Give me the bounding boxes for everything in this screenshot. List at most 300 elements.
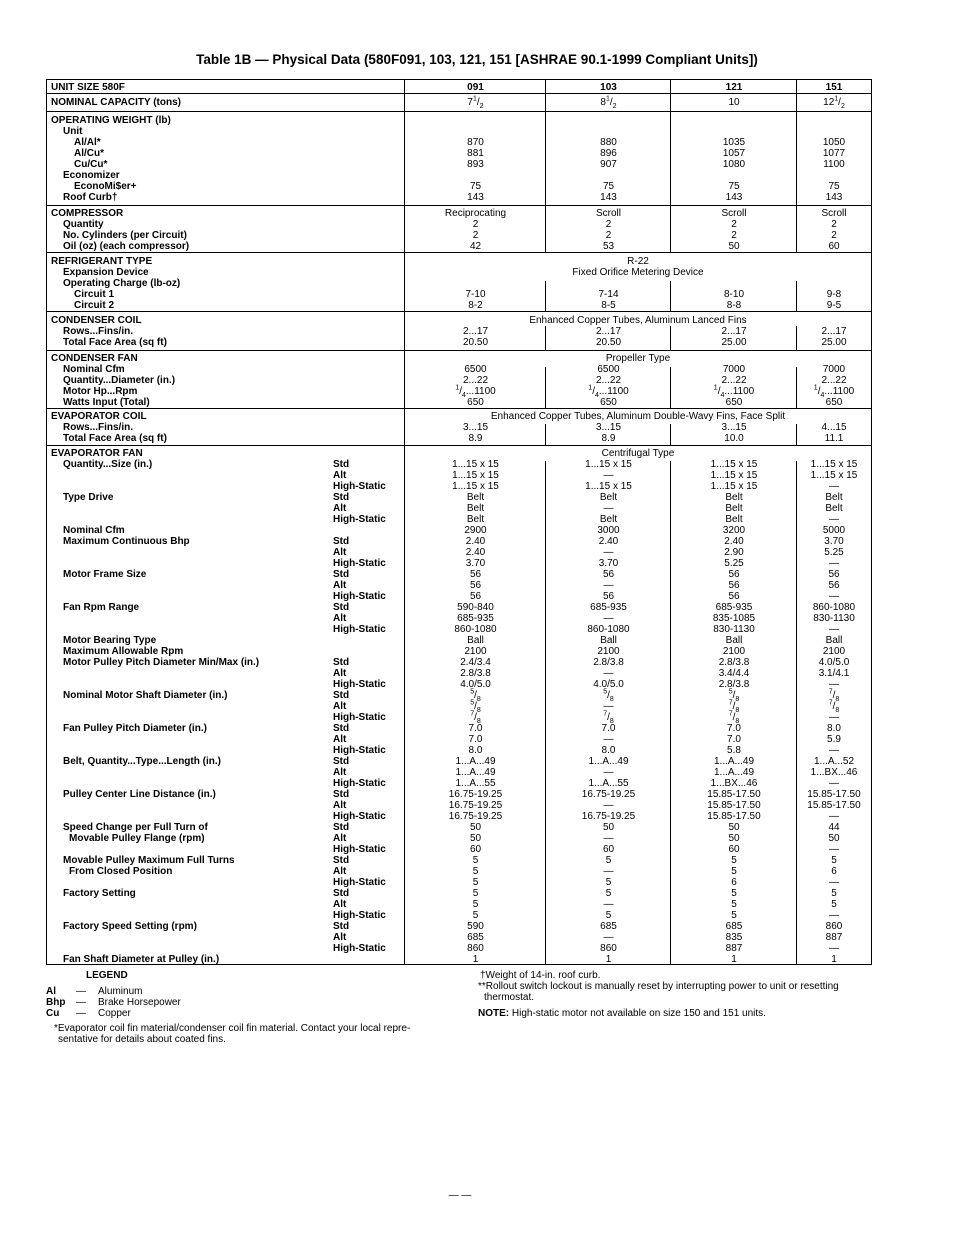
- cf-motor-label: Motor Hp...Rpm: [63, 386, 138, 397]
- variant-hs-label: High-Static: [333, 514, 386, 525]
- capacity-value: $8^1/_2$: [600, 95, 617, 110]
- table-cell: 56: [828, 569, 840, 580]
- ec-area-label: Total Face Area (sq ft): [63, 433, 167, 444]
- table-cell: —: [603, 580, 614, 591]
- cell: 60: [828, 241, 840, 252]
- table-cell: $^5/_8$: [470, 688, 481, 703]
- compressor-oil-label: Oil (oz) (each compressor): [63, 241, 190, 252]
- variant-hs-label: High-Static: [333, 943, 386, 954]
- table-cell: —: [829, 679, 839, 690]
- table-cell: 16.75-19.25: [448, 811, 503, 822]
- cf-qty-label: Quantity...Diameter (in.): [63, 375, 176, 386]
- cf-type: Propeller Type: [605, 353, 671, 364]
- table-cell: 16.75-19.25: [448, 789, 503, 800]
- table-cell: 1...A...55: [588, 778, 629, 789]
- table-cell: 15.85-17.50: [707, 811, 761, 822]
- capacity-value: $7^1/_2$: [467, 95, 484, 110]
- table-cell: 5: [731, 855, 737, 866]
- table-cell: 15.85-17.50: [707, 789, 761, 800]
- capacity-value: 10: [728, 97, 740, 108]
- cell: 4...15: [821, 422, 847, 433]
- table-cell: 860: [825, 921, 843, 932]
- variant-alt-label: Alt: [333, 899, 347, 910]
- table-cell: 56: [728, 591, 740, 602]
- table-cell: 5: [731, 866, 737, 877]
- table-cell: —: [603, 800, 614, 811]
- table-cell: —: [829, 811, 839, 822]
- legend-note: *Evaporator coil fin material/condenser coil fin material. Contact your local repre-: [54, 1023, 411, 1034]
- evaporator-coil-heading: EVAPORATOR COIL: [51, 411, 147, 422]
- variant-std-label: Std: [333, 690, 350, 701]
- cc-area-label: Total Face Area (sq ft): [63, 337, 167, 348]
- cell: 75: [828, 181, 840, 192]
- legend-dash: —: [76, 986, 86, 997]
- weight-econ-label: Economizer: [63, 170, 120, 181]
- cell: 650: [825, 397, 843, 408]
- table-cell: —: [829, 910, 839, 921]
- table-cell: 56: [602, 569, 615, 580]
- table-cell: 56: [828, 580, 840, 591]
- table-cell: 3000: [597, 525, 620, 536]
- table-cell: 1...A...49: [588, 756, 629, 767]
- table-cell: $^5/_8$: [728, 688, 740, 703]
- table-cell: 16.75-19.25: [581, 789, 636, 800]
- table-cell: 56: [728, 569, 740, 580]
- cell: 650: [725, 397, 743, 408]
- table-cell: 5: [731, 910, 737, 921]
- table-cell: 5: [831, 899, 837, 910]
- legend-abbr: Bhp: [46, 997, 66, 1008]
- cell: 143: [825, 192, 843, 203]
- cell: 6500: [597, 364, 620, 375]
- table-cell: 2100: [464, 646, 487, 657]
- table-cell: 5: [472, 877, 479, 888]
- cell: 3...15: [595, 422, 622, 433]
- cell: 1080: [722, 159, 746, 170]
- ef-drive-label: Type Drive: [63, 492, 114, 503]
- table-cell: 4.0/5.0: [818, 657, 850, 668]
- table-cell: 56: [469, 591, 482, 602]
- table-cell: 60: [602, 844, 615, 855]
- table-title: Table 1B — Physical Data (580F091, 103, 121, 151 [ASHRAE 90.1-1999 Compliant Units]): [196, 52, 758, 67]
- table-cell: 1...15 x 15: [810, 470, 858, 481]
- cell: $^1/_4...1100$: [713, 384, 755, 399]
- table-cell: 5.8: [727, 745, 741, 756]
- table-cell: —: [603, 833, 614, 844]
- cell: 881: [467, 148, 484, 159]
- table-cell: 1...A...52: [813, 756, 855, 767]
- ef-qsize-label: Quantity...Size (in.): [63, 459, 153, 470]
- cell: 1077: [822, 148, 846, 159]
- table-cell: 44: [828, 822, 840, 833]
- evaporator-fan-heading: EVAPORATOR FAN: [51, 448, 143, 459]
- cell: 2: [831, 219, 837, 230]
- variant-hs-label: High-Static: [333, 679, 386, 690]
- table-cell: 2.8/3.8: [460, 668, 491, 679]
- table-cell: 5: [472, 910, 479, 921]
- table-cell: —: [603, 701, 614, 712]
- table-cell: 1...15 x 15: [585, 481, 632, 492]
- table-cell: 685-935: [715, 602, 753, 613]
- table-cell: —: [829, 943, 839, 954]
- cell: 1100: [823, 159, 845, 170]
- table-cell: 860-1080: [454, 624, 497, 635]
- cell: 7-10: [465, 289, 486, 300]
- table-cell: 7.0: [727, 723, 741, 734]
- physical-data-table: [46, 79, 872, 965]
- cell: 1057: [722, 148, 746, 159]
- cell: 2...17: [721, 326, 747, 337]
- table-cell: 2.8/3.8: [718, 657, 750, 668]
- variant-std-label: Std: [333, 822, 350, 833]
- table-cell: 830-1130: [713, 624, 755, 635]
- cell: 75: [469, 181, 482, 192]
- table-cell: 860-1080: [812, 602, 856, 613]
- capacity-label: NOMINAL CAPACITY (tons): [51, 97, 181, 108]
- table-cell: 56: [602, 591, 615, 602]
- table-cell: 1: [605, 954, 612, 965]
- table-cell: 1...15 x 15: [452, 470, 499, 481]
- refrigerant-type: R-22: [627, 256, 649, 267]
- table-cell: 830-1130: [813, 613, 855, 624]
- cell: 8-8: [726, 300, 742, 311]
- table-cell: Belt: [466, 503, 485, 514]
- legend-dash: —: [76, 997, 86, 1008]
- variant-hs-label: High-Static: [333, 877, 386, 888]
- variant-std-label: Std: [333, 723, 350, 734]
- col-121: 121: [725, 82, 743, 93]
- footnote-curb: †Weight of 14-in. roof curb.: [480, 970, 601, 981]
- table-cell: 5: [472, 899, 479, 910]
- table-cell: 2.4/3.4: [460, 657, 491, 668]
- charge-label: Operating Charge (lb-oz): [63, 278, 181, 289]
- weight-economiser-label: EconoMi$er+: [74, 181, 137, 192]
- table-cell: 56: [728, 580, 740, 591]
- table-cell: $^5/_8$: [470, 699, 481, 714]
- cell: 20.50: [595, 337, 622, 348]
- cell: 2: [731, 230, 737, 241]
- table-cell: 860: [467, 943, 484, 954]
- cell: 75: [728, 181, 740, 192]
- cell: 25.00: [821, 337, 847, 348]
- col-151: 151: [825, 82, 843, 93]
- table-cell: 5: [605, 877, 612, 888]
- table-cell: —: [603, 866, 614, 877]
- ef-speed-label-2: Movable Pulley Flange (rpm): [69, 833, 205, 844]
- circuit1-label: Circuit 1: [74, 289, 115, 300]
- table-cell: —: [829, 624, 839, 635]
- legend-text: Aluminum: [98, 986, 143, 997]
- cell: 880: [600, 137, 617, 148]
- cell: 8-2: [468, 300, 483, 311]
- table-cell: 685: [600, 921, 617, 932]
- cell: 9-8: [826, 289, 842, 300]
- variant-alt-label: Alt: [333, 503, 347, 514]
- cell: Reciprocating: [444, 208, 507, 219]
- refrigerant-heading: REFRIGERANT TYPE: [51, 256, 153, 267]
- table-cell: —: [603, 899, 614, 910]
- condenser-fan-heading: CONDENSER FAN: [51, 353, 138, 364]
- cell: 20.50: [462, 337, 489, 348]
- cell: 2: [605, 230, 612, 241]
- variant-std-label: Std: [333, 459, 350, 470]
- cell: 143: [600, 192, 617, 203]
- table-cell: 887: [725, 943, 743, 954]
- table-cell: 2100: [822, 646, 846, 657]
- cell: 7000: [822, 364, 846, 375]
- table-cell: 860-1080: [587, 624, 630, 635]
- weight-cucu-label: Cu/Cu*: [74, 159, 108, 170]
- variant-hs-label: High-Static: [333, 591, 386, 602]
- table-cell: 1...15 x 15: [452, 459, 499, 470]
- table-cell: 3.70: [824, 536, 844, 547]
- variant-std-label: Std: [333, 492, 350, 503]
- table-cell: 2.90: [724, 547, 744, 558]
- table-cell: 5: [831, 888, 837, 899]
- variant-hs-label: High-Static: [333, 481, 386, 492]
- table-cell: 1...15 x 15: [810, 459, 858, 470]
- compressor-heading: COMPRESSOR: [51, 208, 124, 219]
- table-cell: 5.25: [824, 547, 844, 558]
- table-cell: 860: [600, 943, 617, 954]
- cc-desc: Enhanced Copper Tubes, Aluminum Lanced Fins: [529, 315, 747, 326]
- cell: 11.1: [824, 433, 844, 444]
- cell: 1050: [822, 137, 846, 148]
- weight-heading: OPERATING WEIGHT (lb): [51, 115, 171, 126]
- variant-std-label: Std: [333, 855, 350, 866]
- ef-shaft-label: Nominal Motor Shaft Diameter (in.): [63, 690, 228, 701]
- ef-factory-label: Factory Setting: [63, 888, 136, 899]
- table-cell: Belt: [725, 514, 743, 525]
- col-103: 103: [600, 82, 617, 93]
- table-cell: Ball: [600, 635, 617, 646]
- table-cell: 16.75-19.25: [448, 800, 503, 811]
- variant-std-label: Std: [333, 536, 350, 547]
- cell: 2...22: [821, 375, 847, 386]
- table-cell: $^7/_8$: [603, 710, 614, 725]
- table-cell: —: [829, 745, 839, 756]
- table-cell: 1...15 x 15: [710, 481, 758, 492]
- unit-size-label: UNIT SIZE 580F: [51, 82, 125, 93]
- variant-hs-label: High-Static: [333, 778, 386, 789]
- compressor-qty-label: Quantity: [63, 219, 104, 230]
- table-cell: Belt: [599, 514, 618, 525]
- table-cell: 2.40: [465, 547, 486, 558]
- cell: 1035: [722, 137, 746, 148]
- cell: 143: [725, 192, 743, 203]
- page-number: — —: [448, 1190, 472, 1201]
- table-cell: 7.0: [727, 734, 741, 745]
- table-cell: 1...15 x 15: [710, 470, 758, 481]
- cell: 2: [605, 219, 612, 230]
- variant-std-label: Std: [333, 756, 350, 767]
- variant-std-label: Std: [333, 888, 350, 899]
- table-cell: 5.9: [827, 734, 841, 745]
- variant-std-label: Std: [333, 789, 350, 800]
- cell: 2...22: [721, 375, 747, 386]
- ef-center-label: Pulley Center Line Distance (in.): [63, 789, 216, 800]
- table-cell: —: [829, 778, 839, 789]
- cell: 896: [600, 148, 617, 159]
- ef-rpm-label: Fan Rpm Range: [63, 602, 140, 613]
- ef-fpulley-label: Fan Pulley Pitch Diameter (in.): [63, 723, 207, 734]
- legend-text: Copper: [98, 1008, 131, 1019]
- legend-heading: LEGEND: [86, 970, 128, 981]
- legend-abbr: Cu: [46, 1008, 60, 1019]
- table-cell: 56: [469, 569, 482, 580]
- variant-hs-label: High-Static: [333, 745, 386, 756]
- table-cell: 2.8/3.8: [718, 679, 750, 690]
- variant-std-label: Std: [333, 602, 350, 613]
- table-cell: 56: [469, 580, 482, 591]
- cell: 650: [600, 397, 617, 408]
- ef-maxrpm-label: Maximum Allowable Rpm: [63, 646, 184, 657]
- table-cell: $^5/_8$: [603, 688, 614, 703]
- col-091: 091: [467, 82, 484, 93]
- variant-hs-label: High-Static: [333, 712, 386, 723]
- ef-bearing-label: Motor Bearing Type: [63, 635, 157, 646]
- table-cell: Belt: [725, 492, 743, 503]
- cell: 2: [472, 230, 479, 241]
- weight-alal-label: Al/Al*: [74, 137, 101, 148]
- variant-alt-label: Alt: [333, 866, 347, 877]
- cell: Scroll: [821, 208, 847, 219]
- variant-alt-label: Alt: [333, 701, 347, 712]
- ec-desc: Enhanced Copper Tubes, Aluminum Double-Wavy Fins, Face Split: [490, 411, 786, 422]
- cf-watts-label: Watts Input (Total): [63, 397, 150, 408]
- table-cell: 5: [472, 888, 479, 899]
- table-cell: 1: [731, 954, 737, 965]
- table-cell: 50: [728, 822, 740, 833]
- cell: 2: [472, 219, 479, 230]
- cell: $^1/_4...1100$: [813, 384, 855, 399]
- table-cell: Belt: [725, 503, 743, 514]
- table-cell: $^7/_8$: [728, 699, 740, 714]
- table-cell: —: [603, 668, 614, 679]
- cell: Scroll: [595, 208, 621, 219]
- table-cell: 1...BX...46: [710, 778, 758, 789]
- table-cell: 835-1085: [712, 613, 756, 624]
- table-cell: 2900: [464, 525, 487, 536]
- table-cell: 835: [725, 932, 743, 943]
- table-cell: 5: [731, 899, 737, 910]
- cell: 2...22: [462, 375, 489, 386]
- legend-note-2: sentative for details about coated fins.: [58, 1034, 226, 1045]
- table-cell: —: [603, 613, 614, 624]
- cell: 9-5: [826, 300, 842, 311]
- table-cell: —: [829, 481, 839, 492]
- cell: 53: [602, 241, 615, 252]
- table-cell: 6: [831, 866, 837, 877]
- variant-hs-label: High-Static: [333, 558, 386, 569]
- table-cell: 8.0: [827, 723, 841, 734]
- cell: 6500: [464, 364, 487, 375]
- table-cell: 5: [605, 888, 612, 899]
- table-cell: 5: [472, 866, 479, 877]
- variant-hs-label: High-Static: [333, 910, 386, 921]
- cell: $^1/_4...1100$: [588, 384, 629, 399]
- table-cell: 3.70: [465, 558, 486, 569]
- table-cell: $^7/_8$: [828, 688, 840, 703]
- cell: 50: [728, 241, 740, 252]
- cell: 8-10: [723, 289, 744, 300]
- table-cell: 3.4/4.4: [718, 668, 750, 679]
- table-cell: 7.0: [468, 734, 483, 745]
- table-cell: 590: [467, 921, 484, 932]
- cell: $^1/_4...1100$: [455, 384, 496, 399]
- table-cell: Ball: [725, 635, 743, 646]
- table-cell: 15.85-17.50: [707, 800, 761, 811]
- ef-ncfm-label: Nominal Cfm: [63, 525, 125, 536]
- table-cell: 1...A...49: [455, 756, 496, 767]
- table-cell: —: [603, 470, 614, 481]
- table-cell: —: [603, 932, 614, 943]
- table-cell: 16.75-19.25: [581, 811, 636, 822]
- table-cell: 887: [825, 932, 843, 943]
- variant-alt-label: Alt: [333, 547, 347, 558]
- variant-alt-label: Alt: [333, 470, 347, 481]
- table-cell: Belt: [466, 514, 485, 525]
- table-cell: 50: [828, 833, 840, 844]
- table-cell: 5: [472, 855, 479, 866]
- variant-alt-label: Alt: [333, 613, 347, 624]
- table-cell: 2100: [597, 646, 620, 657]
- ef-fspeed-label: Factory Speed Setting (rpm): [63, 921, 197, 932]
- ef-frame-label: Motor Frame Size: [63, 569, 147, 580]
- table-cell: —: [829, 877, 839, 888]
- ef-fshaft-label: Fan Shaft Diameter at Pulley (in.): [63, 954, 220, 965]
- ec-rows-label: Rows...Fins/in.: [63, 422, 134, 433]
- table-cell: 8.0: [601, 745, 616, 756]
- table-cell: 685-935: [590, 602, 627, 613]
- variant-std-label: Std: [333, 569, 350, 580]
- ef-bhp-label: Maximum Continuous Bhp: [63, 536, 190, 547]
- table-cell: 4.0/5.0: [593, 679, 624, 690]
- footnote-rollout: **Rollout switch lockout is manually reset by interrupting power to unit or resetting: [478, 981, 839, 992]
- table-cell: 1...A...49: [713, 767, 755, 778]
- weight-alcu-label: Al/Cu*: [74, 148, 104, 159]
- table-cell: —: [829, 712, 839, 723]
- table-cell: Ball: [467, 635, 484, 646]
- table-cell: —: [603, 547, 614, 558]
- ef-pulley-label: Motor Pulley Pitch Diameter Min/Max (in.): [63, 657, 260, 668]
- cell: 907: [600, 159, 617, 170]
- ef-speed-label: Speed Change per Full Turn of: [63, 822, 208, 833]
- variant-std-label: Std: [333, 921, 350, 932]
- footnote-note: NOTE: High-static motor not available on size 150 and 151 units.: [478, 1008, 766, 1019]
- variant-alt-label: Alt: [333, 767, 347, 778]
- table-cell: 5000: [822, 525, 846, 536]
- variant-alt-label: Alt: [333, 734, 347, 745]
- cell: 7-14: [598, 289, 619, 300]
- table-cell: 50: [469, 833, 482, 844]
- variant-std-label: Std: [333, 657, 350, 668]
- table-cell: 60: [728, 844, 740, 855]
- table-cell: 1...BX...46: [810, 767, 858, 778]
- ef-turns-label: Movable Pulley Maximum Full Turns: [63, 855, 235, 866]
- cell: Scroll: [721, 208, 747, 219]
- table-cell: 50: [602, 822, 615, 833]
- table-cell: 2.40: [465, 536, 486, 547]
- cell: 75: [602, 181, 615, 192]
- weight-unit-label: Unit: [63, 126, 83, 137]
- table-cell: Belt: [466, 492, 485, 503]
- cell: 2...17: [462, 326, 489, 337]
- table-cell: —: [603, 503, 614, 514]
- cell: 2...17: [821, 326, 847, 337]
- cell: 7000: [722, 364, 746, 375]
- table-cell: Belt: [825, 503, 843, 514]
